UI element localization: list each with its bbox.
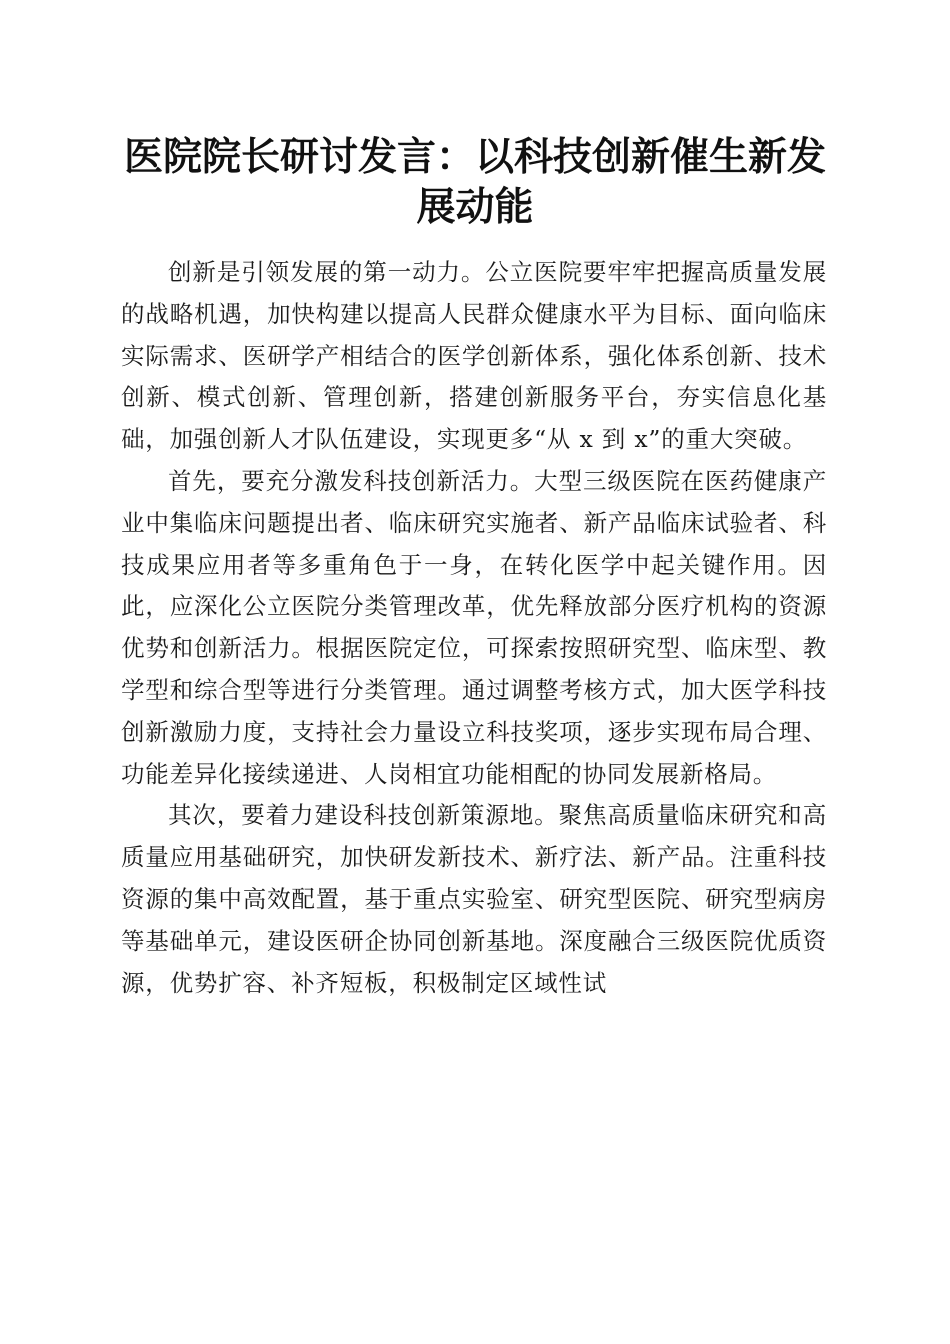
document-title: 医院院长研讨发言：以科技创新催生新发展动能 <box>123 134 826 230</box>
document-body <box>121 252 827 1004</box>
paragraph-3: 其次，要着力建设科技创新策源地。聚焦高质量临床研究和高质量应用基础研究，加快研发新技术、新疗法、新产品。注重科技资源的集中高效配置，基于重点实验室、研究型医院、研究型病房等基础单元，建设医研企协同创新基地。深度融合三级医院优质资源，优势扩容、补齐短板，积极制定区域性试 <box>121 801 827 997</box>
paragraph-2: 首先，要充分激发科技创新活力。大型三级医院在医药健康产业中集临床问题提出者、临床研究实施者、新产品临床试验者、科技成果应用者等多重角色于一身，在转化医学中起关键作用。因此，应深化公立医院分类管理改革，优先释放部分医疗机构的资源优势和创新活力。根据医院定位，可探索按照研究型、临床型、教学型和综合型等进行分类管理。通过调整考核方式，加大医学科技创新激励力度，支持社会力量设立科技奖项，逐步实现布局合理、功能差异化接续递进、人岗相宜功能相配的协同发展新格局。 <box>121 466 827 788</box>
paragraph-1: 创新是引领发展的第一动力。公立医院要牢牢把握高质量发展的战略机遇，加快构建以提高人民群众健康水平为目标、面向临床实际需求、医研学产相结合的医学创新体系，强化体系创新、技术创新、模式创新、管理创新，搭建创新服务平台，夯实信息化基础，加强创新人才队伍建设，实现更多“从 x 到 x”的重大突破。 <box>121 258 827 454</box>
